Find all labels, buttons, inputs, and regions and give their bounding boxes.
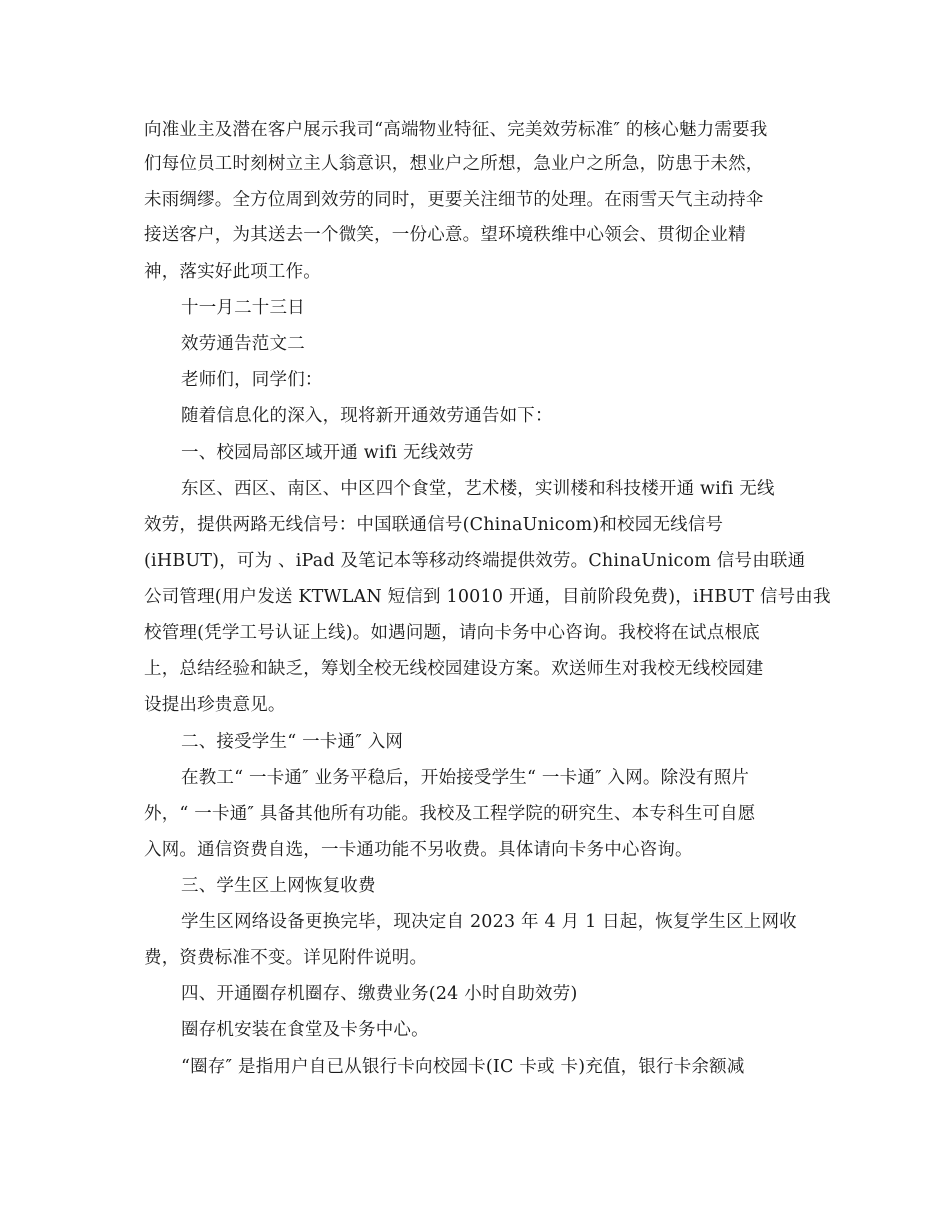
text-line: 公司管理(用户发送 KTWLAN 短信到 10010 开通，目前阶段免费)，iHBUT 信号由我 [144, 587, 831, 607]
text-line: 向准业主及潜在客户展示我司“高端物业特征、完美效劳标准″ 的核心魅力需要我 [144, 120, 768, 140]
date-line: 十一月二十三日 [181, 298, 305, 318]
salutation: 老师们，同学们： [181, 370, 323, 390]
text-line: 设提出珍贵意见。 [144, 695, 286, 715]
text-line: 随着信息化的深入，现将新开通效劳通告如下： [181, 406, 553, 426]
text-line: 未雨绸缪。全方位周到效劳的同时，更要关注细节的处理。在雨雪天气主动持伞 [144, 190, 764, 210]
item-heading: 四、开通圈存机圈存、缴费业务(24 小时自助效劳) [181, 984, 578, 1004]
text-line: 神，落实好此项工作。 [144, 262, 321, 282]
item-heading: 二、接受学生“ 一卡通″ 入网 [181, 732, 404, 752]
text-line: 效劳，提供两路无线信号：中国联通信号(ChinaUnicom)和校园无线信号 [144, 515, 724, 535]
text-line: (iHBUT)，可为 、iPad 及笔记本等移动终端提供效劳。ChinaUnicom 信号由联通 [144, 551, 806, 571]
text-line: 校管理(凭学工号认证上线)。如遇问题，请向卡务中心咨询。我校将在试点根底 [144, 623, 760, 643]
text-line: 入网。通信资费自选，一卡通功能不另收费。具体请向卡务中心咨询。 [144, 840, 693, 860]
text-line: 圈存机安装在食堂及卡务中心。 [181, 1020, 429, 1040]
text-line: “圈存″ 是指用户自已从银行卡向校园卡(IC 卡或 卡)充值，银行卡余额减 [181, 1057, 745, 1077]
text-line: 在教工“ 一卡通″ 业务平稳后，开始接受学生“ 一卡通″ 入网。除没有照片 [181, 768, 750, 788]
section-heading: 效劳通告范文二 [181, 334, 305, 354]
item-heading: 三、学生区上网恢复收费 [181, 876, 376, 896]
item-heading: 一、校园局部区域开通 wifi 无线效劳 [181, 443, 474, 463]
text-line: 们每位员工时刻树立主人翁意识，想业户之所想，急业户之所急，防患于未然， [144, 154, 764, 174]
text-line: 东区、西区、南区、中区四个食堂，艺术楼，实训楼和科技楼开通 wifi 无线 [181, 479, 775, 499]
text-line: 外，“ 一卡通″ 具备其他所有功能。我校及工程学院的研究生、本专科生可自愿 [144, 804, 756, 824]
text-line: 上，总结经验和缺乏，筹划全校无线校园建设方案。欢送师生对我校无线校园建 [144, 659, 764, 679]
text-line: 学生区网络设备更换完毕，现决定自 2023 年 4 月 1 日起，恢复学生区上网收 [181, 912, 797, 932]
text-line: 费，资费标准不变。详见附件说明。 [144, 948, 428, 968]
text-line: 接送客户，为其送去一个微笑，一份心意。望环境秩维中心领会、贯彻企业精 [144, 225, 746, 245]
